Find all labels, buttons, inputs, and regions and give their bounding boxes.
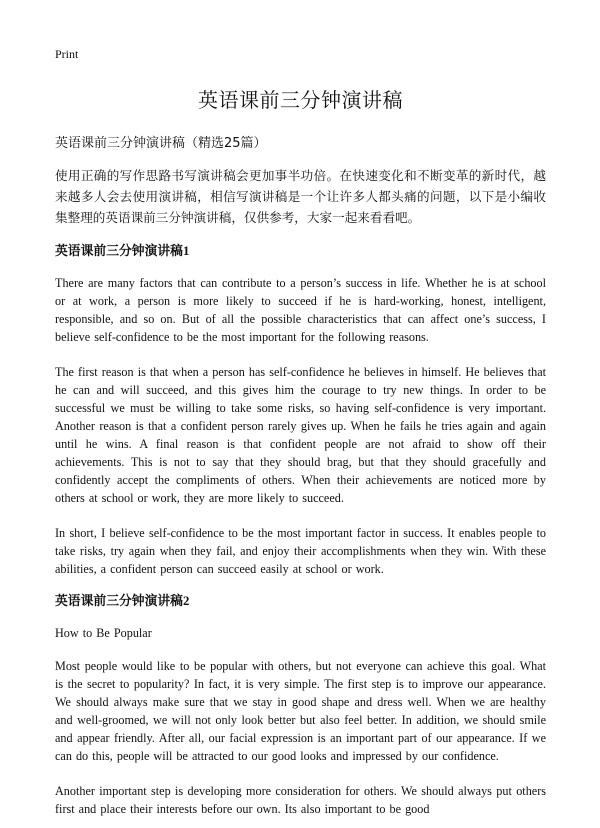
section-heading-1-number: 1 (182, 244, 190, 258)
section-2-paragraph-2: Another important step is developing more consideration for others. We should always put others first and place their interests before our own. Its also important to be good (55, 784, 546, 816)
section-heading-2-number: 2 (182, 594, 190, 608)
section-1-paragraph-3: In short, I believe self-confidence to be the most important factor in success. It enables people to take risks, try again when they fail, and enjoy their accomplishments when they win. With these abilities, a confident person can succeed easily at school or work. (55, 526, 546, 576)
section-heading-2 (55, 592, 546, 611)
section-heading-1-text: 英语课前三分钟演讲稿 (55, 244, 183, 259)
section-heading-1 (55, 242, 546, 261)
intro-paragraph: 使用正确的写作思路书写演讲稿会更加事半功倍。在快速变化和不断变革的新时代，越来越多人会去使用演讲稿，相信写演讲稿是一个让许多人都头痛的问题，以下是小编收集整理的英语课前三分钟演讲稿，仅供参考，大家一起来看看吧。 (55, 168, 546, 225)
section-heading-2-text: 英语课前三分钟演讲稿 (55, 594, 183, 609)
print-label[interactable]: Print (55, 47, 79, 61)
document-title: 英语课前三分钟演讲稿 (198, 88, 403, 112)
section-1-paragraph-2: The first reason is that when a person has self-confidence he believes in himself. He believes that he can and will succeed, and this gives him the courage to try new things. In order to be successful we must be willing to take some risks, so having self-confidence is very important. Another reason is that a confident person rarely gives up. When he fails he tries again and again until he wins. A final reason is that confident people are not afraid to show off their achievements. This is not to say that they should brag, but that they should gracefully and confidently accept the compliments of others. When their achievements are noticed more by others at school or work, they are more likely to succeed. (55, 365, 546, 505)
section-1-paragraph-1: There are many factors that can contribute to a person’s success in life. Whether he is at school or at work, a person is more likely to succeed if he is hard-working, honest, intelligent, responsible, and so on. But of all the possible characteristics that can affect one’s success, I believe self-confidence to be the most important for the following reasons. (55, 276, 546, 344)
section-2-subheading: How to Be Popular (55, 626, 152, 640)
section-2-paragraph-1: Most people would like to be popular with others, but not everyone can achieve this goal. What is the secret to popularity? In fact, it is very simple. The first step is to improve our appearance. We should always make sure that we stay in good shape and dress well. When we are healthy and well-groomed, we will not only look better but also feel better. In addition, we should smile and appear friendly. After all, our facial expression is an important part of our appearance. If we can do this, people will be attracted to our good looks and impressed by our confidence. (55, 659, 546, 763)
document-subtitle: 英语课前三分钟演讲稿（精选25篇） (55, 136, 267, 151)
